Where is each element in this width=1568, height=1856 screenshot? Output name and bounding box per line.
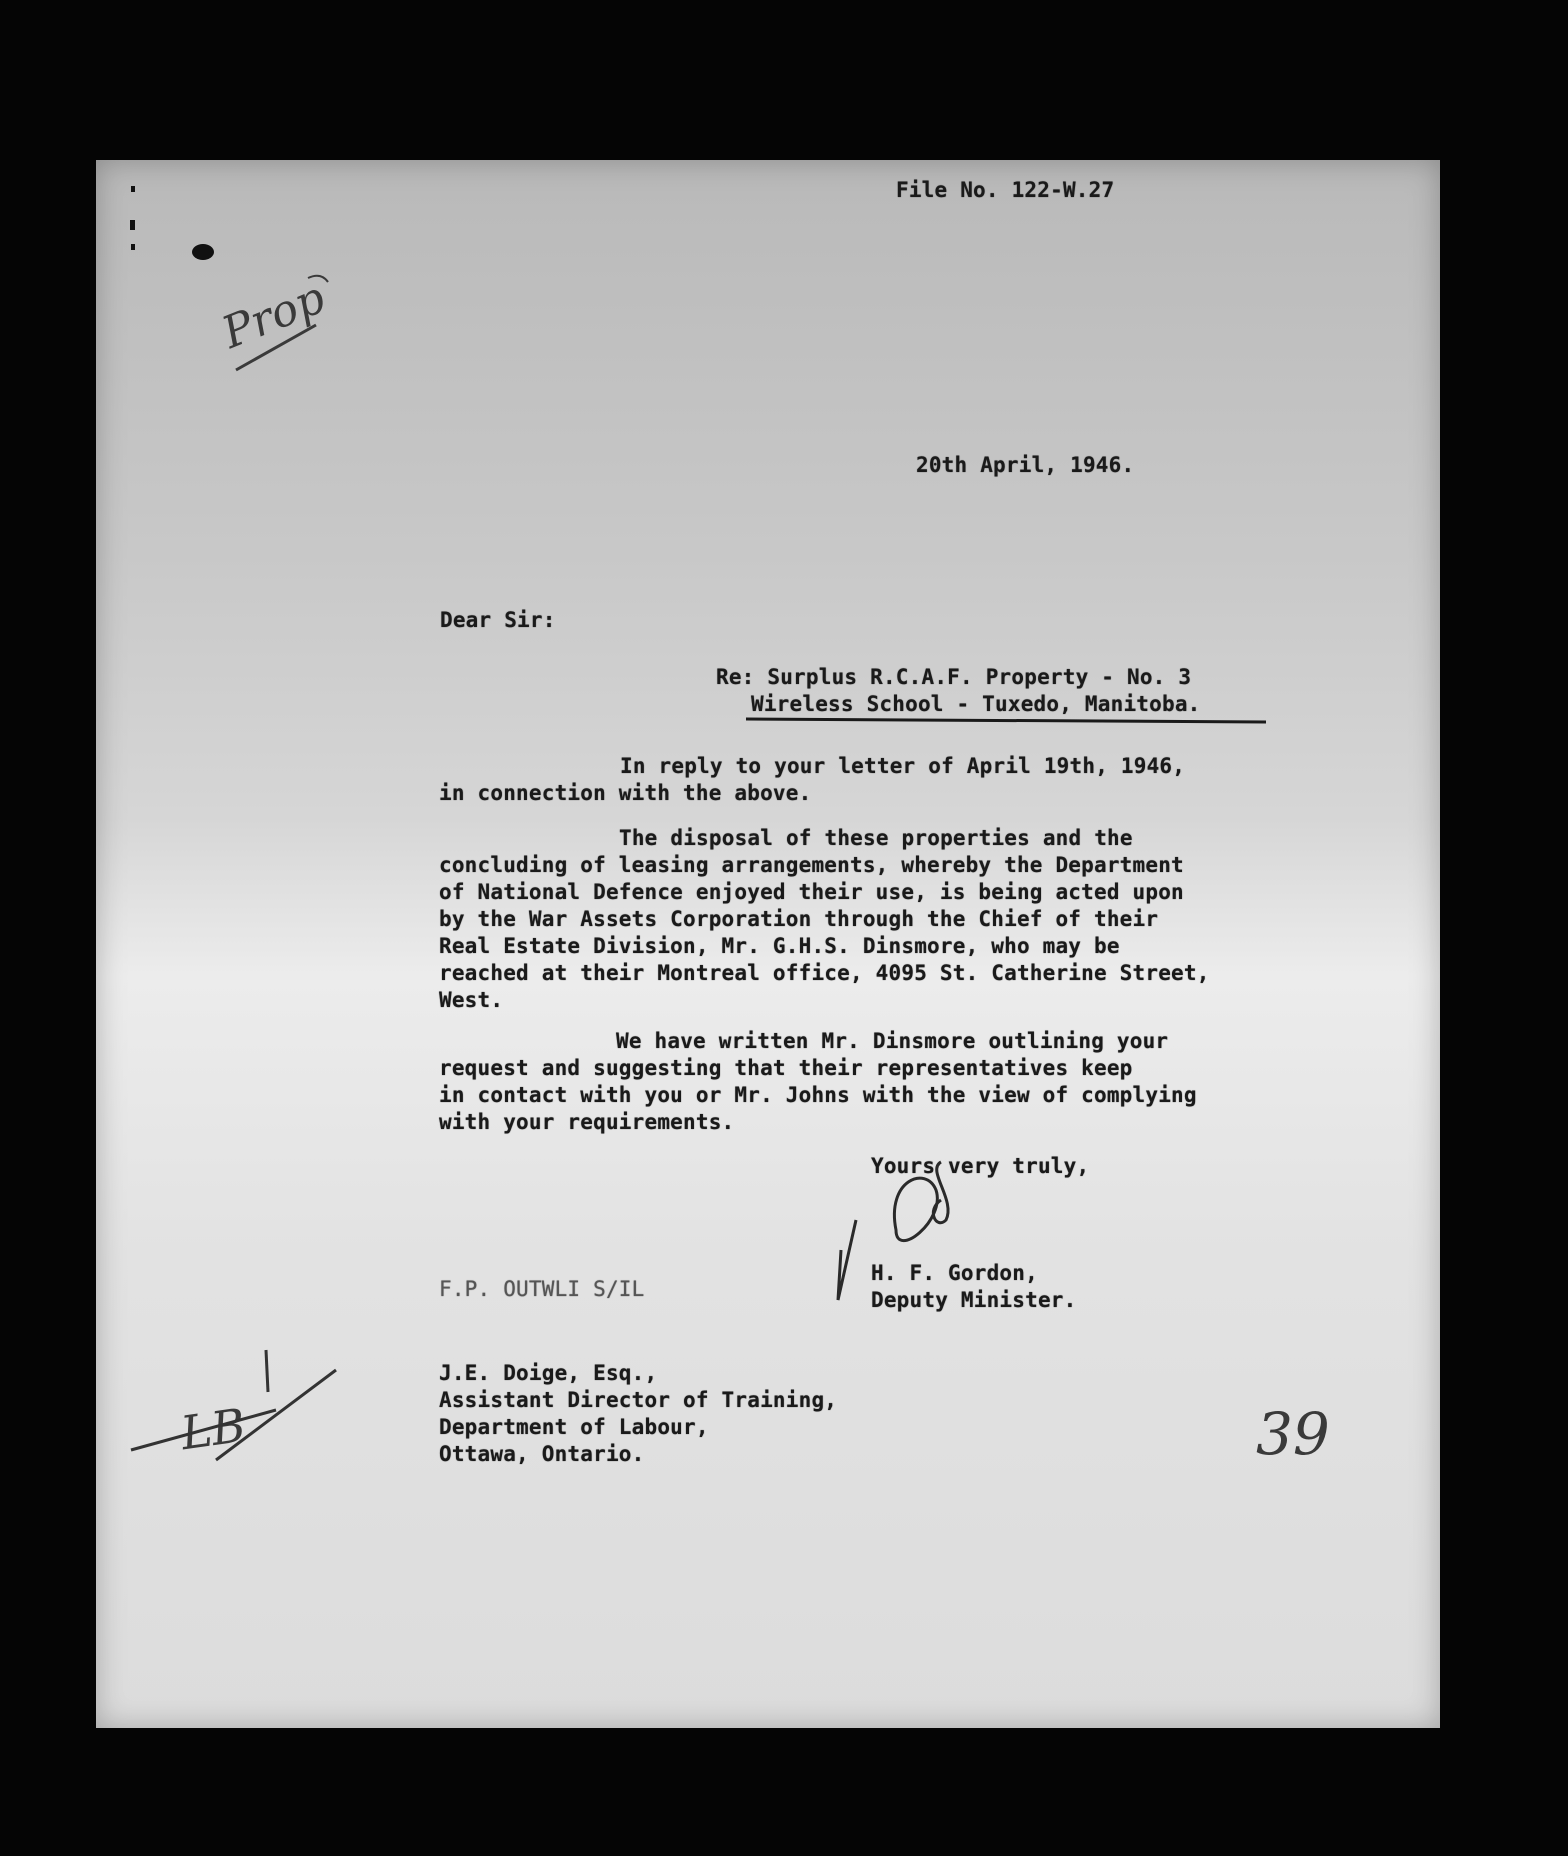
reference-initials: F.P. OUTWLI S/IL bbox=[439, 1277, 645, 1301]
handwritten-page-number: 39 bbox=[1256, 1400, 1330, 1468]
check-mark bbox=[838, 1220, 856, 1300]
signature bbox=[894, 1178, 937, 1241]
recipient-line: Department of Labour, bbox=[439, 1415, 709, 1439]
recipient-line: J.E. Doige, Esq., bbox=[439, 1361, 658, 1385]
paragraph-line: Real Estate Division, Mr. G.H.S. Dinsmore, who may be bbox=[439, 934, 1120, 958]
paragraph-line: of National Defence enjoyed their use, is being acted upon bbox=[439, 880, 1184, 904]
handwritten-initials: LB bbox=[177, 1397, 249, 1461]
subject-line: Wireless School - Tuxedo, Manitoba. bbox=[751, 692, 1201, 716]
paragraph-line: concluding of leasing arrangements, whereby the Department bbox=[439, 853, 1184, 877]
salutation: Dear Sir: bbox=[440, 608, 556, 632]
letter-sheet bbox=[96, 160, 1440, 1728]
recipient-line: Assistant Director of Training, bbox=[439, 1388, 838, 1412]
signatory-name: H. F. Gordon, bbox=[871, 1261, 1038, 1285]
initials-check-mark bbox=[266, 1350, 268, 1392]
paragraph-line: by the War Assets Corporation through the Chief of their bbox=[439, 907, 1159, 931]
handwritten-note-prop: Prop bbox=[215, 272, 333, 359]
signatory-title: Deputy Minister. bbox=[871, 1288, 1077, 1312]
initials-diagonal bbox=[216, 1370, 336, 1460]
paragraph-line: request and suggesting that their representatives keep bbox=[439, 1056, 1133, 1080]
paragraph-line: We have written Mr. Dinsmore outlining your bbox=[616, 1029, 1169, 1053]
letter-date: 20th April, 1946. bbox=[916, 453, 1135, 477]
paragraph-line: with your requirements. bbox=[439, 1110, 735, 1134]
paragraph-line: reached at their Montreal office, 4095 St. Catherine Street, bbox=[439, 961, 1210, 985]
paragraph-line: The disposal of these properties and the bbox=[619, 826, 1133, 850]
paragraph-line: in contact with you or Mr. Johns with the view of complying bbox=[439, 1083, 1197, 1107]
paragraph-line: in connection with the above. bbox=[439, 781, 812, 805]
paragraph-line: West. bbox=[439, 988, 504, 1012]
paragraph-line: In reply to your letter of April 19th, 1946, bbox=[620, 754, 1186, 778]
note-stroke bbox=[308, 276, 328, 282]
file-number: File No. 122-W.27 bbox=[896, 178, 1115, 202]
closing: Yours very truly, bbox=[871, 1154, 1090, 1178]
recipient-line: Ottawa, Ontario. bbox=[439, 1442, 645, 1466]
ink-annotations bbox=[96, 160, 1440, 1728]
subject-underline bbox=[746, 719, 1266, 722]
subject-line: Re: Surplus R.C.A.F. Property - No. 3 bbox=[716, 665, 1192, 689]
note-underline bbox=[236, 325, 316, 370]
